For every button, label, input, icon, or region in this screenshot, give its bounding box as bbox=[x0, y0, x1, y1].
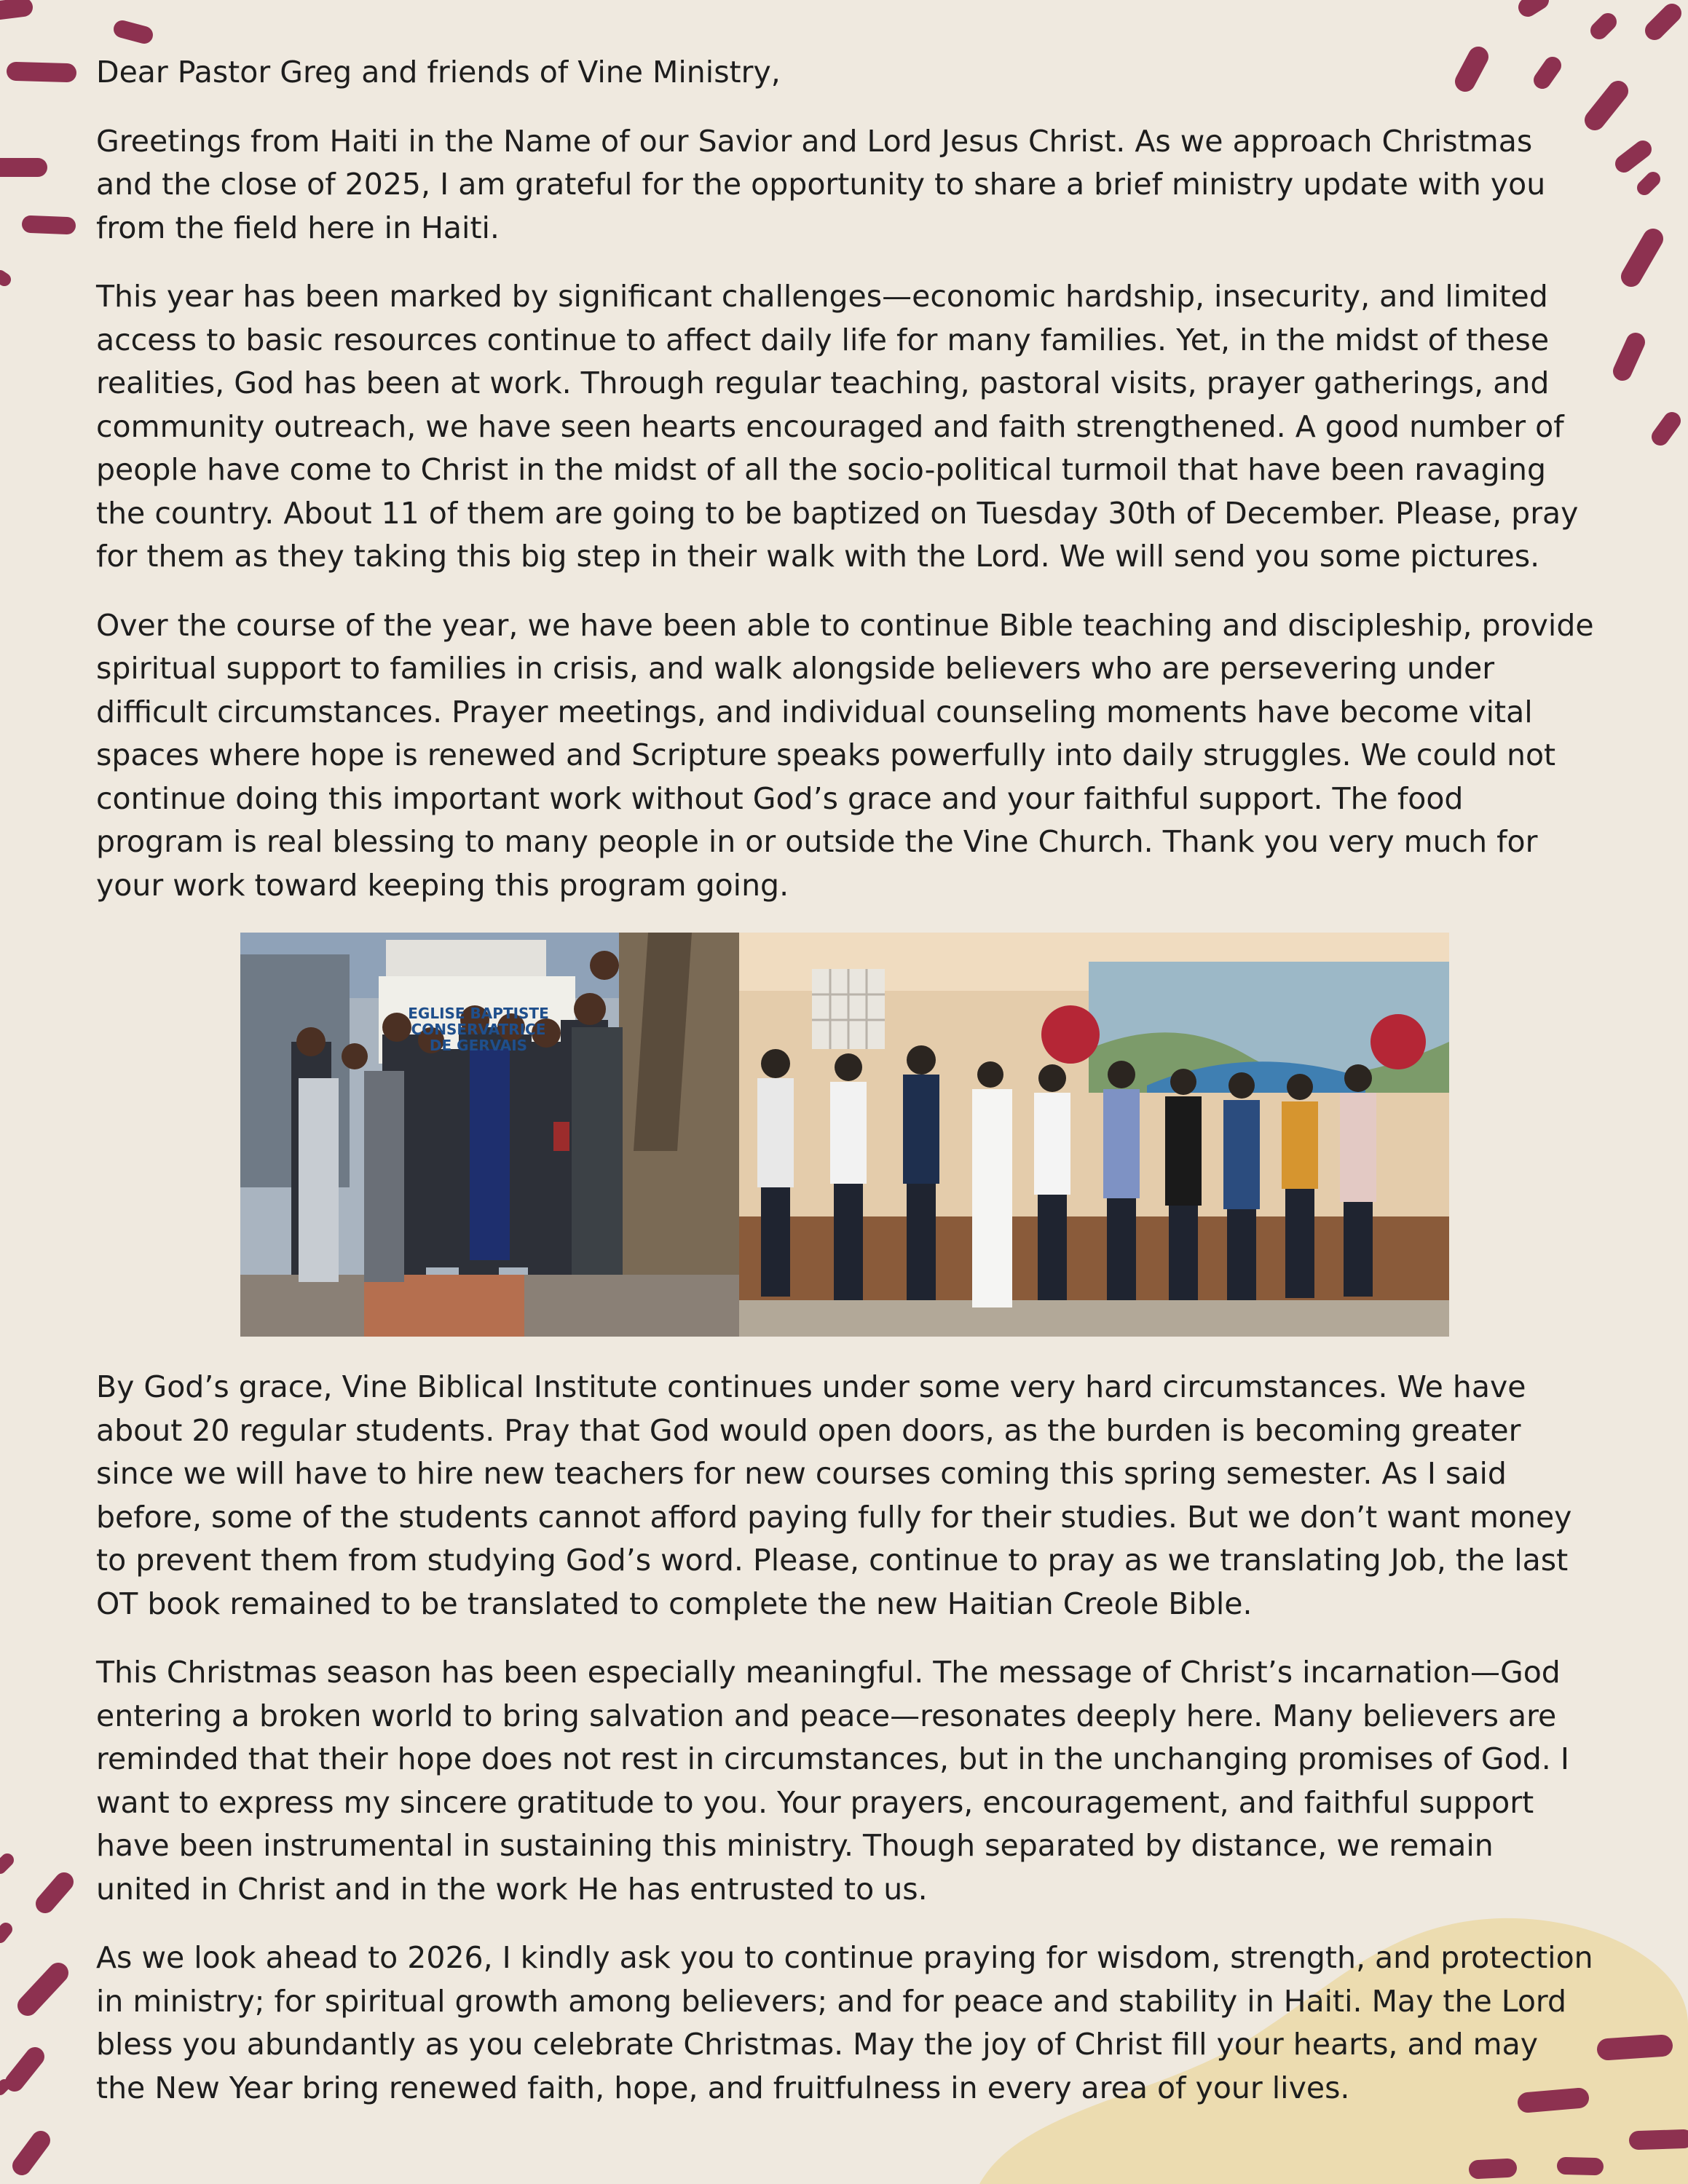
church-sign: EGLISE BAPTISTE CONSERVATRICE DE GERVAIS bbox=[408, 1005, 549, 1054]
photo-group-outside-church bbox=[240, 933, 739, 1337]
paragraph-closing: As we look ahead to 2026, I kindly ask you to continue praying for wisdom, strength, and protection in ministry; for spiritual growth among believers; and for peace and stability in Haiti. May the Lord bless you abundantly as you celebrate Christmas. May the joy of Christ fill your hearts, and may the New Year bring renewed faith, hope, and fruitfulness in every area of your lives. bbox=[96, 1940, 1593, 2105]
letter-body bbox=[96, 51, 1596, 2135]
paragraph-challenges: This year has been marked by significant challenges—economic hardship, insecurity, and limited access to basic resources continue to affect daily life for many families. Yet, in the midst of these realities, God has been at work. Through regular teaching, pastoral visits, prayer gatherings, and community outreach, we have seen hearts encouraged and faith strengthened. A good number of people have come to Christ in the midst of all the socio-political turmoil that have been ravaging the country. About 11 of them are going to be baptized on Tuesday 30th of December. Please, pray for them as they taking this big step in their walk with the Lord. We will send you some pictures. bbox=[96, 279, 1579, 574]
paragraph-biblical-institute: By God’s grace, Vine Biblical Institute continues under some very hard circumstances. We have about 20 regular students. Pray that God would open doors, as the burden is becoming greater since we will have to hire new teachers for new courses coming this spring semester. As I said before, some of the students cannot afford paying fully for their studies. But we don’t want money to prevent them from studying God’s word. Please, continue to pray as we translating Job, the last OT book remained to be translated to complete the new Haitian Creole Bible. bbox=[96, 1369, 1572, 1621]
paragraph-christmas: This Christmas season has been especially meaningful. The message of Christ’s incarnation—God entering a broken world to bring salvation and peace—resonates deeply here. Many believers are reminded that their hope does not rest in circumstances, but in the unchanging promises of God. I want to express my sincere gratitude to you. Your prayers, encouragement, and faithful support have been instrumental in sustaining this ministry. Though separated by distance, we remain united in Christ and in the work He has entrusted to us. bbox=[96, 1655, 1569, 1907]
photo-strip bbox=[240, 933, 1449, 1337]
paragraph-ministry-work: Over the course of the year, we have been able to continue Bible teaching and discipleship, provide spiritual support to families in crisis, and walk alongside believers who are persevering under difficult circumstances. Prayer meetings, and individual counseling moments have become vital spaces where hope is renewed and Scripture speaks powerfully into daily struggles. We could not continue doing this important work without God’s grace and your faithful support. The food program is real blessing to many people in or outside the Vine Church. Thank you very much for your work toward keeping this program going. bbox=[96, 607, 1594, 903]
paragraph-greeting: Greetings from Haiti in the Name of our Savior and Lord Jesus Christ. As we approach Christmas and the close of 2025, I am grateful for the opportunity to share a brief ministry update with you from the field here in Haiti. bbox=[96, 123, 1546, 245]
photo-group-inside-church bbox=[739, 933, 1449, 1337]
salutation: Dear Pastor Greg and friends of Vine Ministry, bbox=[96, 55, 781, 90]
